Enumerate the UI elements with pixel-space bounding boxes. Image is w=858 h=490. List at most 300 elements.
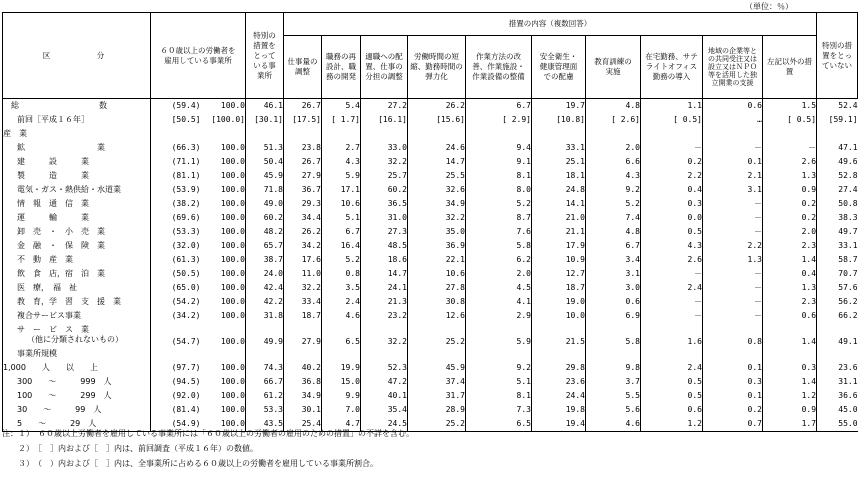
cell-value: 0.8 [322,267,361,281]
cell-value: (50.5) [151,267,201,281]
header-establishments: ６０歳以上の労働者を雇用している事業所 [151,13,246,99]
cell-value: 0.6 [641,403,703,417]
cell-value: 17.6 [284,253,322,267]
table-row [3,141,858,155]
cell-value: 9.4 [466,141,532,155]
cell-value: 27.9 [284,169,322,183]
cell-value: 0.6 [586,295,641,309]
cell-value: 100.0 [220,185,245,194]
cell-value: 26.7 [284,99,322,114]
cell-value: － [703,281,763,295]
cell-value: 51.3 [246,141,284,155]
cell-value: 100.0 [220,269,245,278]
row-label-text: 1,000 人 以 上 [3,363,98,372]
cell-value: 5.6 [586,403,641,417]
cell-value: 1.3 [763,281,817,295]
cell-value: 25.5 [408,169,466,183]
row-label [3,141,151,155]
table-row [3,361,858,375]
cell-value: 47.2 [361,375,408,389]
table-row [3,403,858,417]
cell-value: 100.0 [220,241,245,250]
cell-value: (32.0) [151,239,201,253]
cell-value: [ 1.7] [322,113,361,127]
row-label-text: 卸 売 ・ 小 売 業 [17,227,105,236]
cell-value: 27.8 [408,281,466,295]
row-label [3,361,151,375]
header-sub-6: 教育訓練の実施 [586,36,641,99]
cell-value: 65.7 [246,239,284,253]
cell-value: － [641,141,703,155]
table-row [3,225,858,239]
cell-value: 34.2 [284,239,322,253]
cell-value: 47.1 [817,141,858,155]
cell-value: 27.9 [284,323,322,347]
cell-value: (81.4) [151,403,201,417]
cell-value: 100.0 [220,227,245,236]
cell-value [408,127,466,141]
row-label-text: 情 報 通 信 業 [17,199,89,208]
cell-value: 7.4 [586,211,641,225]
cell-value: 19.7 [532,99,586,114]
cell-value: [59.1] [817,113,858,127]
cell-value: 3.5 [322,281,361,295]
cell-value: 0.1 [703,361,763,375]
cell-value: 100.0 [220,171,245,180]
row-label-text: 事業所規模 [17,349,57,358]
cell-value: 8.7 [466,211,532,225]
cell-value: 24.1 [361,281,408,295]
cell-value: 4.3 [641,239,703,253]
cell-value: 9.8 [586,361,641,375]
cell-value: 27.4 [817,183,858,197]
cell-value: 36.9 [408,239,466,253]
cell-value: 23.6 [532,375,586,389]
cell-value: 33.1 [532,141,586,155]
cell-value: 31.1 [817,375,858,389]
table-row [3,197,858,211]
cell-value: 0.6 [703,99,763,114]
cell-value: 19.9 [322,361,361,375]
cell-value [151,127,201,141]
cell-value: 60.2 [246,211,284,225]
cell-value: － [641,295,703,309]
header-no-measures: 特別の措置をとっていない [817,13,858,99]
cell-value [284,127,322,141]
cell-value: － [703,267,763,281]
cell-value: [15.6] [408,113,466,127]
cell-value: 0.6 [763,309,817,323]
cell-value: 70.7 [817,267,858,281]
header-sub-0: 仕事量の調整 [284,36,322,99]
cell-value: 6.6 [586,155,641,169]
row-label-text: 金 融 ・ 保 険 業 [17,241,105,250]
cell-value: 24.5 [361,417,408,432]
cell-value [586,347,641,361]
cell-value: 52.4 [817,99,858,114]
row-label [3,375,151,389]
cell-value: 36.7 [284,183,322,197]
cell-value: 0.0 [641,211,703,225]
cell-value: 0.9 [763,403,817,417]
cell-value: － [763,141,817,155]
cell-value: 0.3 [703,375,763,389]
cell-value: － [703,309,763,323]
cell-value: (61.3) [151,253,201,267]
cell-value: 31.8 [246,309,284,323]
cell-value: 100.0 [220,337,245,346]
row-label [3,281,151,295]
cell-value: 5.1 [466,375,532,389]
cell-value: 2.1 [703,169,763,183]
cell-value [322,347,361,361]
row-label [3,347,151,361]
row-label [3,155,151,169]
cell-value: 34.9 [284,389,322,403]
cell-value: 8.1 [466,389,532,403]
table-row [3,99,858,114]
cell-value: 1.4 [763,253,817,267]
statistics-table [2,12,858,432]
row-label [3,267,151,281]
cell-value: 24.6 [408,141,466,155]
cell-value: 0.2 [641,155,703,169]
cell-value: 1.1 [641,99,703,114]
cell-value: 100.0 [220,101,245,110]
cell-value: (81.1) [151,169,201,183]
cell-value: 17.9 [532,239,586,253]
cell-value: 3.1 [703,183,763,197]
cell-value: (54.9) [151,417,201,432]
cell-value: 5.5 [586,389,641,403]
row-label [3,127,151,141]
cell-value: 2.6 [641,253,703,267]
header-measures-content: 措置の内容（複数回答） [284,13,817,36]
cell-value: 27.2 [361,99,408,114]
cell-value: 26.7 [284,155,322,169]
row-label [3,211,151,225]
row-label [3,169,151,183]
cell-value [532,347,586,361]
cell-value: 100.0 [220,363,245,372]
cell-value: 23.2 [361,309,408,323]
cell-value: 1.7 [763,417,817,432]
cell-value: 6.2 [466,253,532,267]
header-section: 区 分 [3,13,151,99]
cell-value: 33.1 [817,239,858,253]
note-2: ２） ［ ］内および［ ］内は、前回調査（平成１６年）の数値。 [2,444,258,453]
row-label-text: 製 造 業 [17,171,89,180]
cell-value: 21.3 [361,295,408,309]
cell-value [641,127,703,141]
cell-value: 10.0 [532,309,586,323]
cell-value: 36.8 [284,375,322,389]
table-row [3,309,858,323]
cell-value: 2.0 [586,141,641,155]
cell-value: 8.0 [466,183,532,197]
cell-value [466,127,532,141]
cell-value: 0.2 [763,197,817,211]
cell-value: 8.1 [466,169,532,183]
cell-value: 5.4 [322,99,361,114]
cell-value: 1.2 [641,417,703,432]
cell-value: [50.5] [151,113,201,127]
row-label [3,253,151,267]
cell-value: 45.0 [817,403,858,417]
cell-value: 100.0 [220,157,245,166]
cell-value: 4.1 [466,295,532,309]
cell-value: 4.3 [586,169,641,183]
cell-value: [16.1] [361,113,408,127]
cell-value: 4.8 [586,225,641,239]
cell-value [466,347,532,361]
cell-value: 14.1 [532,197,586,211]
table-row [3,155,858,169]
cell-value [246,127,284,141]
row-label-text: サ ー ビ ス 業 [17,325,89,334]
cell-value: 2.9 [466,309,532,323]
cell-value: 27.3 [361,225,408,239]
cell-value: 1.3 [703,253,763,267]
cell-value: 2.0 [466,267,532,281]
cell-value: 25.2 [408,323,466,347]
cell-value [532,127,586,141]
cell-value: 5.2 [322,253,361,267]
cell-value: 60.2 [361,183,408,197]
cell-value: 3.7 [586,375,641,389]
cell-value: (71.1) [151,155,201,169]
header-sub-3: 労働時間の短縮、勤務時間の弾力化 [408,36,466,99]
cell-value: (38.2) [151,197,201,211]
cell-value: 18.7 [532,281,586,295]
cell-value: 6.5 [322,323,361,347]
cell-value: － [703,295,763,309]
cell-value [763,347,817,361]
cell-value: 46.1 [246,99,284,114]
row-label [3,239,151,253]
cell-value: 32.6 [408,183,466,197]
cell-value: 2.7 [322,141,361,155]
cell-value: 31.7 [408,389,466,403]
cell-value: 52.3 [361,361,408,375]
cell-value: 19.8 [532,403,586,417]
cell-value: 55.0 [817,417,858,432]
cell-value: 100.0 [220,199,245,208]
cell-value: 49.0 [246,197,284,211]
row-label-text: 300 ～ 999 人 [17,377,112,386]
table-body [3,99,858,432]
cell-value: [ 0.5] [641,113,703,127]
cell-value: 100.0 [201,417,246,432]
row-label-text: 電気・ガス・熱供給・水道業 [17,185,121,194]
cell-value: 100.0 [220,213,245,222]
cell-value: 4.6 [586,417,641,432]
cell-value: 2.4 [641,281,703,295]
cell-value: 0.3 [763,361,817,375]
cell-value: 24.8 [532,183,586,197]
header-sub-4: 作業方法の改善、作業施設・作業設備の整備 [466,36,532,99]
cell-value: 0.5 [641,375,703,389]
table-row [3,267,858,281]
header-sub-5: 安全衛生・健康管理面での配慮 [532,36,586,99]
row-label [3,225,151,239]
cell-value: － [641,309,703,323]
row-label [3,183,151,197]
cell-value: 100.0 [220,255,245,264]
cell-value: 52.8 [817,169,858,183]
cell-value: 9.2 [466,361,532,375]
row-label-text: 教 育，学 習 支 援 業 [17,297,121,306]
cell-value: 40.2 [284,361,322,375]
cell-value: 45.9 [246,169,284,183]
cell-value: [ 0.5] [763,113,817,127]
table-row [3,347,858,361]
cell-value: 12.6 [408,309,466,323]
cell-value: [100.0] [211,115,245,124]
row-label-text: 医 療， 福 祉 [17,283,77,292]
cell-value: 16.4 [322,239,361,253]
cell-value: 34.9 [408,197,466,211]
cell-value: 0.4 [763,267,817,281]
cell-value: 100.0 [220,143,245,152]
cell-value: 45.9 [408,361,466,375]
table-row [3,239,858,253]
cell-value: 24.4 [532,389,586,403]
cell-value: 43.5 [246,417,284,432]
cell-value [641,347,703,361]
cell-value: 11.0 [284,267,322,281]
cell-value: 25.1 [532,155,586,169]
row-label-sub: （他に分類されないもの） [27,335,123,344]
note-3: ３） （ ）内および［ ］内は、全事業所に占める６０歳以上の労働者を雇用している事業所割合。 [2,459,378,468]
cell-value: 10.6 [408,267,466,281]
cell-value: 14.7 [408,155,466,169]
cell-value [763,127,817,141]
cell-value: 29.8 [532,361,586,375]
unit-note: （単位：％） [745,2,793,11]
row-label-text: 運 輸 業 [17,213,89,222]
cell-value: [ 2.6] [586,113,641,127]
cell-value: (66.3) [151,141,201,155]
row-label-text: 前回［平成１６年］ [17,115,89,124]
cell-value: 5.2 [466,197,532,211]
cell-value [201,347,246,361]
row-label-text: 総 数 [11,101,107,110]
cell-value: 4.8 [586,99,641,114]
cell-value: 14.7 [361,267,408,281]
cell-value: 4.5 [466,281,532,295]
cell-value: 23.6 [817,361,858,375]
cell-value: 3.1 [586,267,641,281]
cell-value [817,127,858,141]
cell-value: 100.0 [220,311,245,320]
cell-value: 5.9 [466,323,532,347]
cell-value: 2.4 [322,295,361,309]
table-row [3,281,858,295]
cell-value: 34.4 [284,211,322,225]
cell-value: 9.2 [586,183,641,197]
cell-value: 2.3 [763,239,817,253]
cell-value: 4.7 [322,417,361,432]
cell-value: (53.3) [151,225,201,239]
cell-value: 49.9 [246,323,284,347]
cell-value: 48.2 [246,225,284,239]
cell-value: 0.2 [703,403,763,417]
cell-value: 30.8 [408,295,466,309]
cell-value: (65.0) [151,281,201,295]
cell-value: 6.7 [322,225,361,239]
cell-value: 22.1 [408,253,466,267]
cell-value: 2.3 [763,295,817,309]
cell-value: 32.2 [408,211,466,225]
cell-value: 35.4 [361,403,408,417]
cell-value: 1.6 [641,323,703,347]
cell-value [817,347,858,361]
cell-value: 19.4 [532,417,586,432]
cell-value: 71.8 [246,183,284,197]
cell-value: 66.2 [817,309,858,323]
cell-value: 2.0 [763,225,817,239]
cell-value: 18.7 [284,309,322,323]
cell-value: 36.6 [817,389,858,403]
cell-value: 74.3 [246,361,284,375]
cell-value: 25.4 [284,417,322,432]
cell-value: 66.7 [246,375,284,389]
cell-value: 5.1 [322,211,361,225]
row-label [3,197,151,211]
cell-value: 9.9 [322,389,361,403]
cell-value: 10.9 [532,253,586,267]
table-row [3,323,858,347]
cell-value: 100.0 [220,297,245,306]
cell-value: 1.2 [763,389,817,403]
cell-value: 100.0 [220,391,245,400]
table-row [3,389,858,403]
cell-value: 5.2 [586,197,641,211]
cell-value: 32.2 [284,281,322,295]
cell-value: 50.4 [246,155,284,169]
row-label [3,295,151,309]
cell-value [408,347,466,361]
cell-value: － [703,141,763,155]
cell-value: 7.0 [322,403,361,417]
cell-value: 100.0 [220,377,245,386]
cell-value: 2.4 [641,361,703,375]
cell-value: (69.6) [151,211,201,225]
cell-value: 15.0 [322,375,361,389]
cell-value: 2.6 [763,155,817,169]
notes [2,426,414,471]
table-row [3,169,858,183]
cell-value: 61.2 [246,389,284,403]
cell-value [322,127,361,141]
cell-value: 29.3 [284,197,322,211]
cell-value: 57.6 [817,281,858,295]
cell-value: (53.9) [151,183,201,197]
cell-value: 2.2 [703,239,763,253]
cell-value [246,347,284,361]
cell-value: 17.1 [322,183,361,197]
cell-value [703,127,763,141]
cell-value: － [703,211,763,225]
cell-value: (54.7) [151,323,201,347]
cell-value: 58.7 [817,253,858,267]
row-label [3,309,151,323]
cell-value: 4.6 [322,309,361,323]
cell-value: － [703,225,763,239]
cell-value: 36.5 [361,197,408,211]
row-label [3,323,151,347]
